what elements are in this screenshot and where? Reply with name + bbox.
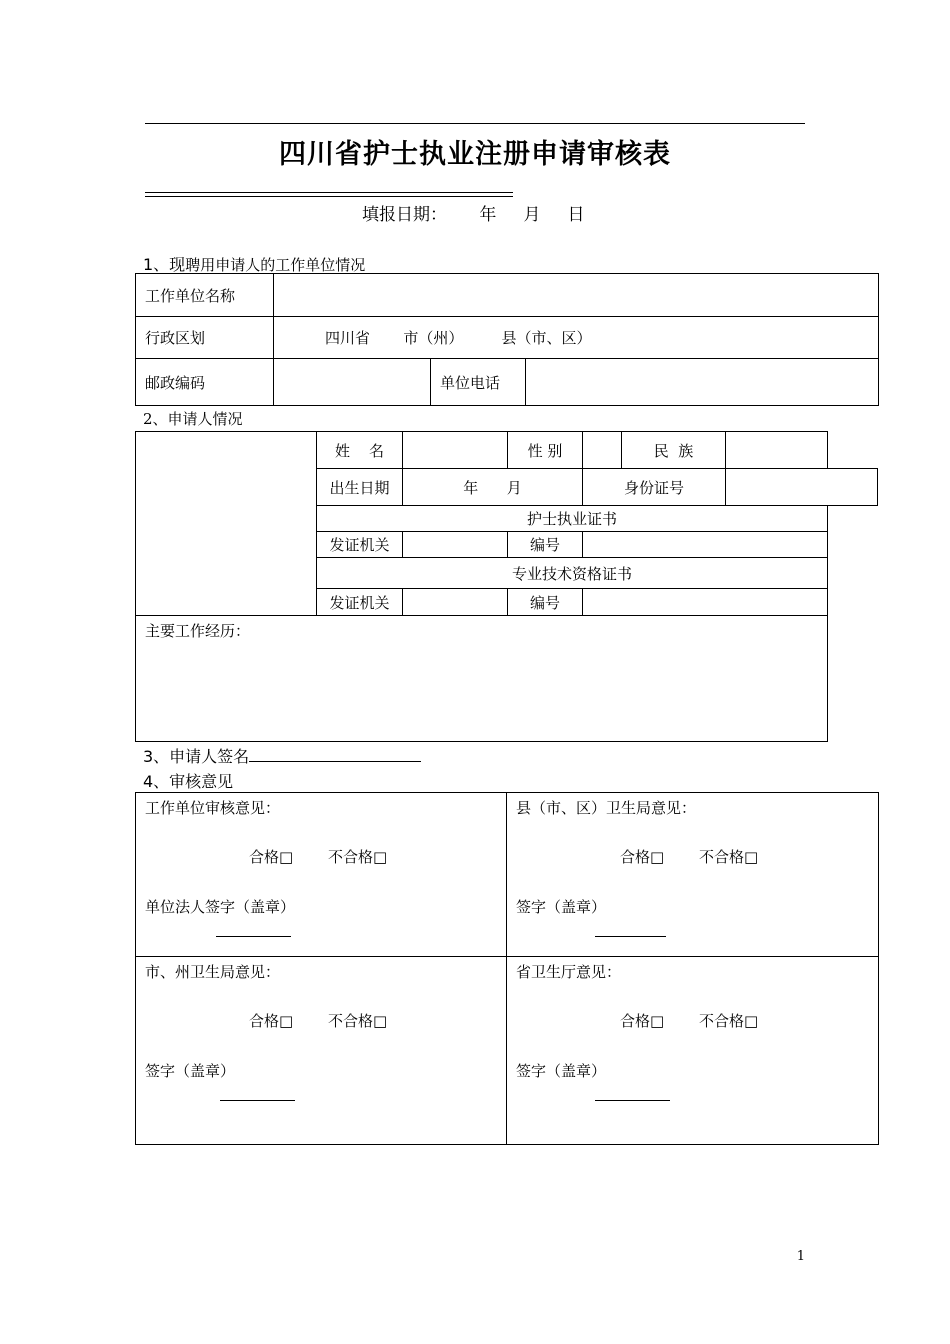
unit-name-label: 工作单位名称 — [136, 274, 274, 317]
prof-cert-heading: 专业技术资格证书 — [317, 558, 828, 589]
review-table — [135, 792, 879, 1145]
unit-phone-field[interactable] — [526, 359, 879, 406]
nurse-cert-heading: 护士执业证书 — [317, 506, 828, 532]
unit-sign-label: 单位法人签字（盖章） — [145, 898, 296, 916]
prof-cert-issuer-label: 发证机关 — [317, 589, 403, 616]
unit-review-heading: 工作单位审核意见： — [145, 799, 281, 817]
work-history-field[interactable] — [136, 616, 828, 742]
postal-code-label: 邮政编码 — [136, 359, 274, 406]
city-fail-checkbox[interactable]: 不合格□ — [328, 1012, 388, 1030]
page-number: 1 — [796, 1249, 805, 1264]
id-number-label: 身份证号 — [583, 469, 726, 506]
gender-field[interactable] — [583, 432, 622, 469]
unit-phone-label: 单位电话 — [431, 359, 526, 406]
section-3-heading — [143, 744, 421, 767]
birth-date-field[interactable]: 年 月 — [403, 469, 583, 506]
title-double-rule — [145, 192, 513, 197]
province-review-cell — [507, 957, 879, 1145]
city-pass-checkbox[interactable]: 合格□ — [249, 1012, 294, 1030]
city-review-cell — [136, 957, 507, 1145]
unit-info-table — [135, 273, 879, 406]
section-2-heading: 2、申请人情况 — [143, 410, 243, 428]
unit-review-cell — [136, 793, 507, 957]
fill-date: 填报日期： 年 月 日 — [362, 205, 585, 225]
county-pass-checkbox[interactable]: 合格□ — [620, 848, 665, 866]
section-1-prefix: 1、现 — [143, 255, 186, 274]
nurse-cert-issuer-field[interactable] — [403, 532, 508, 558]
county-sign-label: 签字（盖章） — [516, 898, 607, 916]
name-field[interactable] — [403, 432, 508, 469]
applicant-signature-line[interactable] — [249, 747, 421, 762]
photo-area[interactable] — [136, 432, 317, 616]
county-fail-checkbox[interactable]: 不合格□ — [699, 848, 759, 866]
work-history-label: 主要工作经历： — [145, 622, 251, 640]
prof-cert-number-label: 编号 — [508, 589, 583, 616]
ethnicity-field[interactable] — [726, 432, 828, 469]
header-rule — [145, 123, 805, 124]
admin-region-label: 行政区划 — [136, 317, 274, 359]
county-review-heading: 县（市、区）卫生局意见： — [516, 799, 697, 817]
name-label: 姓 名 — [317, 432, 403, 469]
nurse-cert-number-field[interactable] — [583, 532, 828, 558]
prof-cert-issuer-field[interactable] — [403, 589, 508, 616]
province-pass-checkbox[interactable]: 合格□ — [620, 1012, 665, 1030]
county-review-cell — [507, 793, 879, 957]
applicant-table — [135, 431, 878, 742]
page-title: 四川省护士执业注册申请审核表 — [279, 139, 671, 170]
province-sign-line[interactable] — [595, 1100, 670, 1101]
birth-date-label: 出生日期 — [317, 469, 403, 506]
unit-fail-checkbox[interactable]: 不合格□ — [328, 848, 388, 866]
section-1-text: 聘用申请人的工作单位情况 — [185, 256, 366, 274]
unit-sign-line[interactable] — [216, 936, 291, 937]
nurse-cert-issuer-label: 发证机关 — [317, 532, 403, 558]
province-fail-checkbox[interactable]: 不合格□ — [699, 1012, 759, 1030]
prof-cert-number-field[interactable] — [583, 589, 828, 616]
postal-code-field[interactable] — [274, 359, 431, 406]
county-sign-line[interactable] — [595, 936, 666, 937]
section-4-heading: 4、审核意见 — [143, 772, 234, 791]
id-number-field[interactable] — [726, 469, 878, 506]
ethnicity-label: 民 族 — [622, 432, 726, 469]
province-sign-label: 签字（盖章） — [516, 1062, 607, 1080]
city-sign-line[interactable] — [220, 1100, 295, 1101]
nurse-cert-number-label: 编号 — [508, 532, 583, 558]
admin-region-field[interactable]: 四川省 市（州） 县（市、区） — [274, 317, 879, 359]
province-review-heading: 省卫生厅意见： — [516, 963, 622, 981]
section-1-heading — [143, 252, 365, 275]
gender-label: 性 别 — [508, 432, 583, 469]
unit-pass-checkbox[interactable]: 合格□ — [249, 848, 294, 866]
city-sign-label: 签字（盖章） — [145, 1062, 236, 1080]
signature-label: 3、申请人签名 — [143, 747, 250, 766]
unit-name-field[interactable] — [274, 274, 879, 317]
city-review-heading: 市、州卫生局意见： — [145, 963, 281, 981]
